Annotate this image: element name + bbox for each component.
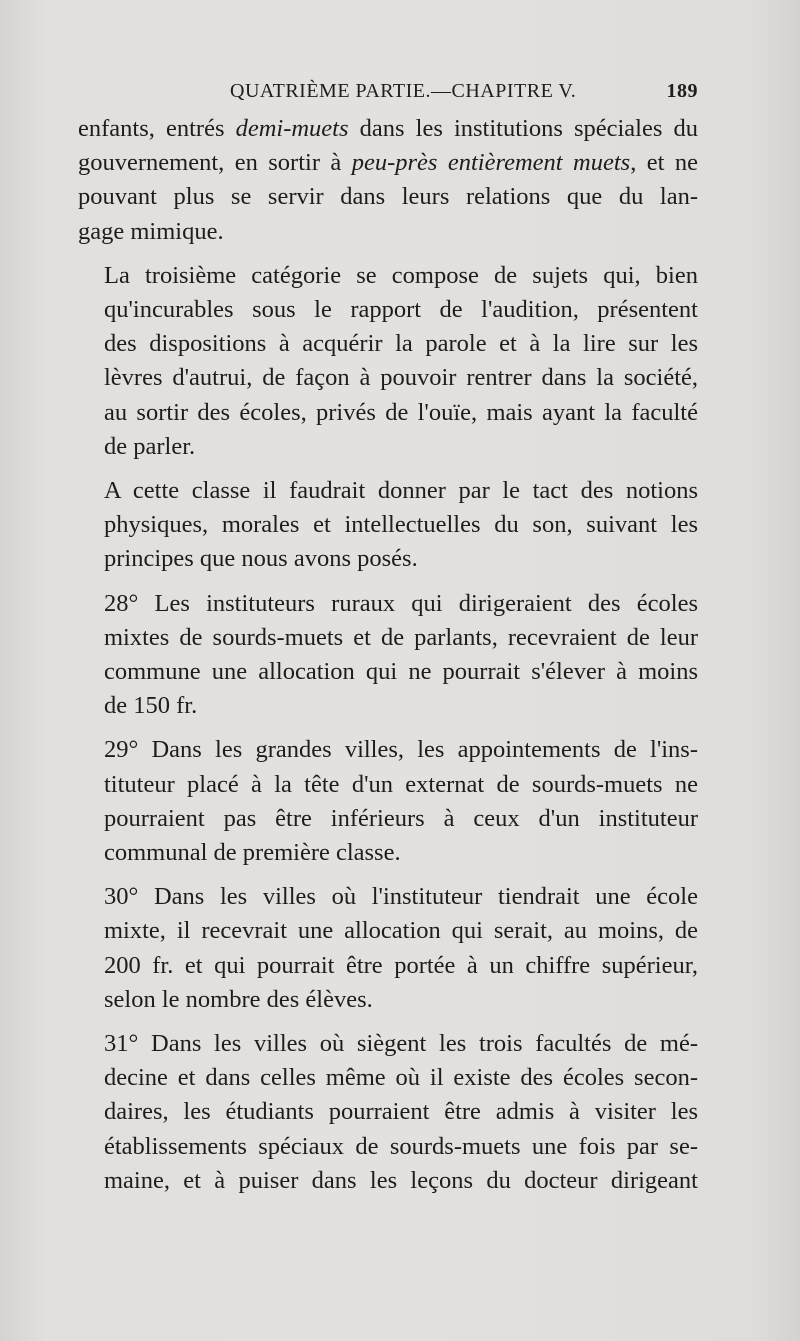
text-line: physiques, morales et intellectuelles du son, suivant les [104,511,698,539]
paragraph-class-notions [78,474,698,577]
text-line: pourraient pas être inférieurs à ceux d'un instituteur [104,804,698,832]
text-line: qu'incurables sous le rapport de l'audition, présentent [104,296,698,324]
paragraph-article-31 [78,1027,698,1198]
running-title: QUATRIÈME PARTIE.—CHAPITRE V. [230,80,577,102]
text-line: établissements spéciaux de sourds-muets une fois par se- [104,1132,698,1160]
text-line: de parler. [104,432,196,460]
text-line: 29° Dans les grandes villes, les appointements de l'ins- [104,736,698,764]
text-line: gage mimique. [78,217,224,245]
text-line: 31° Dans les villes où siègent les trois facultés de mé- [104,1030,698,1058]
text-line: principes que nous avons posés. [104,545,418,573]
paragraph-article-30 [78,880,698,1017]
paragraph-article-29 [78,733,698,870]
text-line: daires, les étudiants pourraient être admis à visiter les [104,1098,698,1126]
paragraph-third-category [78,259,698,464]
text-line: enfants, entrés demi-muets dans les institutions spéciales du [78,115,698,142]
text-line: 200 fr. et qui pourrait être portée à un chiffre supérieur, [104,951,698,979]
text-line: decine et dans celles même où il existe des écoles secon- [104,1064,698,1092]
paragraph-continuation [78,112,698,249]
italic-phrase: peu-près entièrement muets [351,149,631,177]
text-line: lèvres d'autrui, de façon à pouvoir rentrer dans la société, [104,364,698,392]
text-line: au sortir des écoles, privés de l'ouïe, mais ayant la faculté [104,398,698,426]
text-line: communal de première classe. [104,839,401,867]
text-line: tituteur placé à la tête d'un externat de sourds-muets ne [104,770,698,798]
text-line: La troisième catégorie se compose de sujets qui, bien [104,261,698,289]
italic-phrase: demi-muets [235,115,349,142]
text-line: A cette classe il faudrait donner par le tact des notions [104,477,698,505]
text-line: mixte, il recevrait une allocation qui serait, au moins, de [104,917,698,945]
text-line: maine, et à puiser dans les leçons du docteur dirigeant [104,1166,698,1194]
text-line: commune une allocation qui ne pourrait s'élever à moins [104,658,698,686]
text-line: des dispositions à acquérir la parole et à la lire sur les [104,330,698,358]
text-line: 28° Les instituteurs ruraux qui dirigeraient des écoles [104,589,698,617]
paragraph-article-28 [78,587,698,724]
text-line: gouvernement, en sortir à peu-près entièrement muets, et ne [78,149,698,177]
text-line: 30° Dans les villes où l'instituteur tiendrait une école [104,883,698,911]
running-head [78,80,698,110]
page-number: 189 [666,80,698,102]
text-line: pouvant plus se servir dans leurs relations que du lan- [78,183,698,211]
text-line: de 150 fr. [104,692,198,720]
text-line: mixtes de sourds-muets et de parlants, recevraient de leur [104,623,698,651]
body-text [78,112,698,1208]
text-line: selon le nombre des élèves. [104,985,373,1013]
